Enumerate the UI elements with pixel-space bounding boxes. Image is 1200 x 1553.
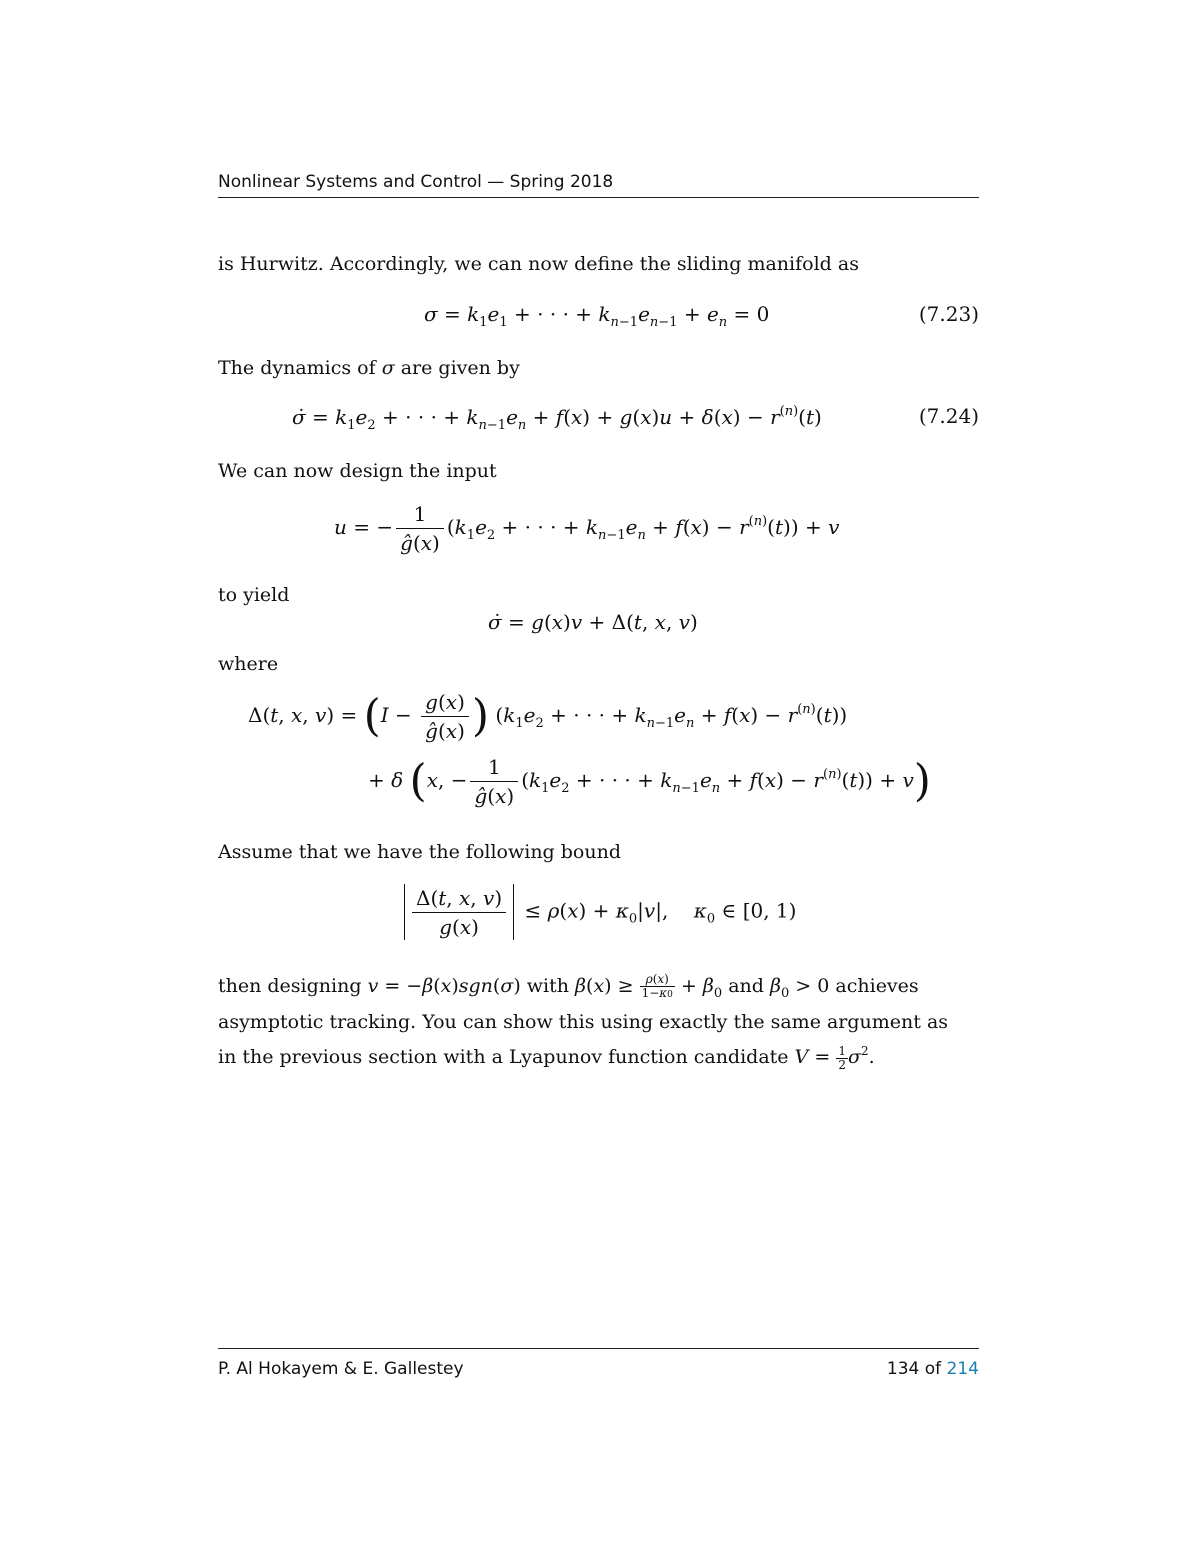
equation-delta-line1: Δ(t, x, v) = (I − $\frac{g(x)}{ĝ(x)}$ ) ($k_1e_2$ + · · · + $k_{n-1}e_n + f(x) - r^{(n)}(t)$) [248,690,848,743]
paragraph-where: where [218,653,279,675]
footer-page-number [887,1359,979,1379]
conclusion-line2: asymptotic tracking. You can show this using exactly the same argument as [218,1011,949,1033]
footer-rule [218,1348,979,1349]
equation-number-7-23: (7.23) [918,302,979,326]
header-rule [218,197,979,198]
paragraph-dynamics-after: are given by [394,357,520,379]
equation-sigma-dot: σ̇ = $k_1e_2$ + · · · + $k_{n-1}e_n + f(x) + g(x)u + \delta(x) - r^{(n)}(t)$ [292,404,822,433]
equation-delta-line2: + δ (x, − $\frac{1}{ĝ(x)}$ ($k_1e_2$ + · · · + $k_{n-1}e_n + f(x) - r^{(n)}(t)) + v$) [368,755,931,808]
conclusion-with: with [526,975,569,997]
paragraph-to-yield: to yield [218,584,290,606]
conclusion-and: and [728,975,764,997]
conclusion-then: then designing [218,975,362,997]
equation-bound: $\frac{\Delta(t, x, v)}{g(x)}$ ≤ $\rho(x) + \kappa_0|v|$, $\kappa_0$ ∈ [0, 1) [400,884,796,940]
paragraph-hurwitz: is Hurwitz. Accordingly, we can now define the sliding manifold as [218,253,859,275]
paragraph-dynamics-before: The dynamics of [218,357,382,379]
paragraph-assume-bound: Assume that we have the following bound [218,841,621,863]
running-header: Nonlinear Systems and Control — Spring 2018 [218,172,614,192]
footer-authors: P. Al Hokayem & E. Gallestey [218,1359,464,1379]
paragraph-conclusion: then designing v = −β(x)sgn(σ) with β(x) ≥ $\frac{\rho(x)}{1-\kappa 0}$ + $\beta_0$ and $\beta_0 > 0$ achieves asymptotic tracking. You can show this using exactly the same argument as in the previous section with a Lyapunov function candidate V = $\frac{1}{2}$ $\sigma^2$. [218,971,949,1072]
paragraph-dynamics: The dynamics of σ are given by [218,357,520,379]
equation-input-u: u = − $\frac{1}{ĝ(x)}$ ($k_1e_2$ + · · · + $k_{n-1}e_n + f(x) - r^{(n)}(t)) + v$ [334,502,840,555]
equation-number-7-24: (7.24) [918,404,979,428]
conclusion-achieves: achieves [835,975,919,997]
page-total-link[interactable]: 214 [946,1359,979,1379]
page-of: of [924,1359,942,1379]
equation-sigma-dot-closed: σ̇ = g(x)v + Δ(t, x, v) [488,610,698,634]
conclusion-line3: in the previous section with a Lyapunov function candidate [218,1046,789,1068]
paragraph-design-input: We can now design the input [218,460,497,482]
page-current: 134 [886,1359,920,1379]
equation-sliding-manifold: $\sigma = k_1e_1$ + · · · + $k_{n-1}e_{n-1} + e_n = 0$ [424,302,770,330]
